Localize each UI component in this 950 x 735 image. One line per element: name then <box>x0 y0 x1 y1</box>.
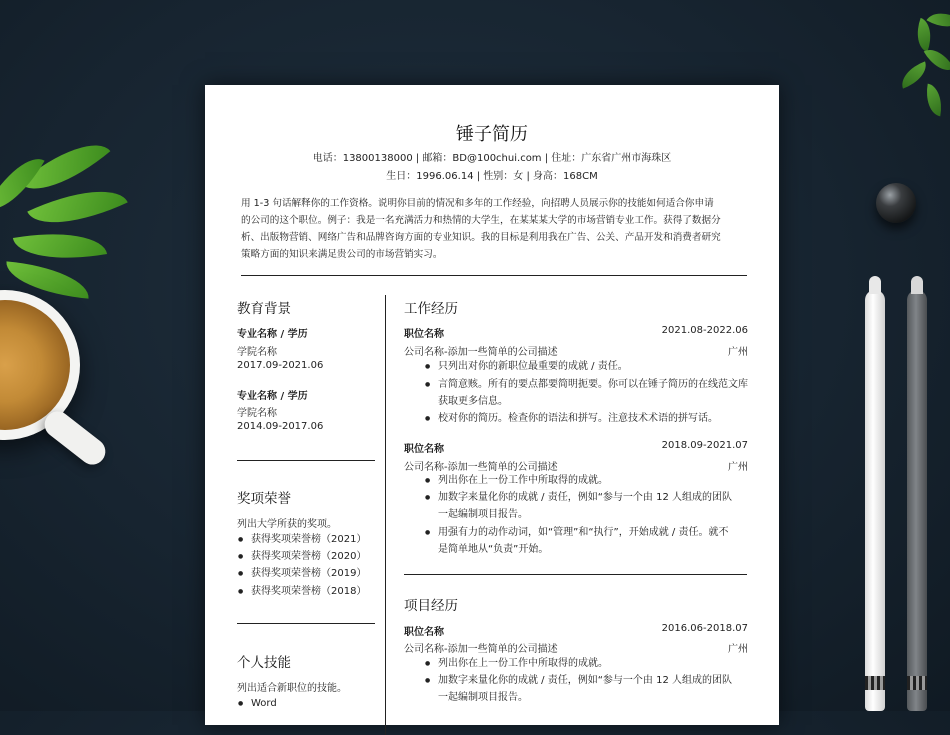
education-school: 学院名称 <box>237 347 277 358</box>
projects-title: 项目经历 <box>404 598 458 614</box>
work-title: 工作经历 <box>404 301 458 317</box>
skills-title: 个人技能 <box>237 655 291 671</box>
section-divider <box>237 460 375 461</box>
skill-item: ● Word <box>251 695 277 712</box>
bullet-line: 是简单地从“负责”开始。 <box>438 544 549 555</box>
personal-line: 生日：1996.06.14 | 性别：女 | 身高：168CM <box>386 171 598 182</box>
job-bullet <box>438 524 728 558</box>
job-city: 广州 <box>728 462 748 473</box>
education-school: 学院名称 <box>237 408 277 419</box>
bullet-line: ● 列出你在上一份工作中所取得的成就。 <box>438 475 608 486</box>
plant-leaf <box>897 61 931 88</box>
education-title: 教育背景 <box>237 301 291 317</box>
intro-line: 用 1-3 句话解释你的工作资格。说明你目前的情况和多年的工作经验，向招聘人员展示你的技能如何适合你申请 <box>241 198 714 209</box>
job-bullet <box>438 472 608 489</box>
project-bullet <box>438 655 608 672</box>
bullet-line: ● 加数字来量化你的成就 / 责任，例如“参与一个由 12 人组成的团队 <box>438 492 732 503</box>
bullet-line: 一起编制项目报告。 <box>438 692 528 703</box>
gray-pen <box>907 290 927 711</box>
job-bullet <box>438 410 718 427</box>
section-divider <box>404 574 747 575</box>
bullet-line: ● 只列出对你的新职位最重要的成就 / 责任。 <box>438 361 628 372</box>
bullet-line: 获取更多信息。 <box>438 396 508 407</box>
job-period: 2018.09-2021.07 <box>661 440 748 451</box>
plant-leaf <box>923 84 946 117</box>
white-pen <box>865 290 885 711</box>
bullet-line: ● 言简意赅。所有的要点都要简明扼要。你可以在锤子简历的在线范文库 <box>438 379 748 390</box>
award-item: ● 获得奖项荣誉榜（2021） <box>251 531 366 548</box>
bullet-line: ● 加数字来量化你的成就 / 责任，例如“参与一个由 12 人组成的团队 <box>438 675 732 686</box>
header-divider <box>241 275 747 276</box>
job-bullet <box>438 489 732 523</box>
award-item: ● 获得奖项荣誉榜（2018） <box>251 583 366 600</box>
education-period: 2017.09-2021.06 <box>237 360 324 371</box>
column-divider <box>385 295 386 735</box>
job-bullet <box>438 358 628 375</box>
bullet-line: ● 校对你的简历。检查你的语法和拼写。注意技术术语的拼写话。 <box>438 413 718 424</box>
bullet-line: 一起编制项目报告。 <box>438 509 528 520</box>
job-period: 2021.08-2022.06 <box>661 325 748 336</box>
intro-paragraph <box>241 195 747 263</box>
job-company: 公司名称-添加一些简单的公司描述 <box>404 462 558 473</box>
project-position: 职位名称 <box>404 627 444 638</box>
resume-name: 锤子简历 <box>456 124 528 145</box>
awards-description: 列出大学所获的奖项。 <box>237 519 337 530</box>
award-item: ● 获得奖项荣誉榜（2019） <box>251 565 366 582</box>
project-bullet <box>438 672 732 706</box>
section-divider <box>237 623 375 624</box>
job-position: 职位名称 <box>404 329 444 340</box>
project-period: 2016.06-2018.07 <box>661 623 748 634</box>
metal-ball-decoration <box>876 183 916 223</box>
contact-line: 电话：13800138000 | 邮箱：BD@100chui.com | 住址：广东省广州市海珠区 <box>312 153 672 164</box>
awards-title: 奖项荣誉 <box>237 491 291 507</box>
intro-line: 策略方面的知识来满足贵公司的市场营销实习。 <box>241 249 443 260</box>
intro-line: 的公司的这个职位。例子：我是一名充满活力和热情的大学生，在某某某大学的市场营销专业工作。获得了数据分 <box>241 215 721 226</box>
project-company: 公司名称-添加一些简单的公司描述 <box>404 644 558 655</box>
bullet-line: ● 列出你在上一份工作中所取得的成就。 <box>438 658 608 669</box>
intro-line: 析、出版物营销、网络广告和品牌咨询方面的专业知识。我的目标是利用我在广告、公关、产品开发和消费者研究 <box>241 232 721 243</box>
education-major: 专业名称 / 学历 <box>237 391 308 402</box>
leaf-decoration <box>13 222 107 269</box>
project-city: 广州 <box>728 644 748 655</box>
education-major: 专业名称 / 学历 <box>237 329 308 340</box>
job-city: 广州 <box>728 347 748 358</box>
skills-description: 列出适合新职位的技能。 <box>237 683 347 694</box>
resume-paper <box>205 85 779 725</box>
job-bullet <box>438 376 748 410</box>
award-item: ● 获得奖项荣誉榜（2020） <box>251 548 366 565</box>
cup-handle <box>39 406 110 470</box>
bullet-line: ● 用强有力的动作动词，如“管理”和“执行”，开始成就 / 责任。就不 <box>438 527 729 538</box>
education-period: 2014.09-2017.06 <box>237 421 324 432</box>
job-company: 公司名称-添加一些简单的公司描述 <box>404 347 558 358</box>
job-position: 职位名称 <box>404 444 444 455</box>
